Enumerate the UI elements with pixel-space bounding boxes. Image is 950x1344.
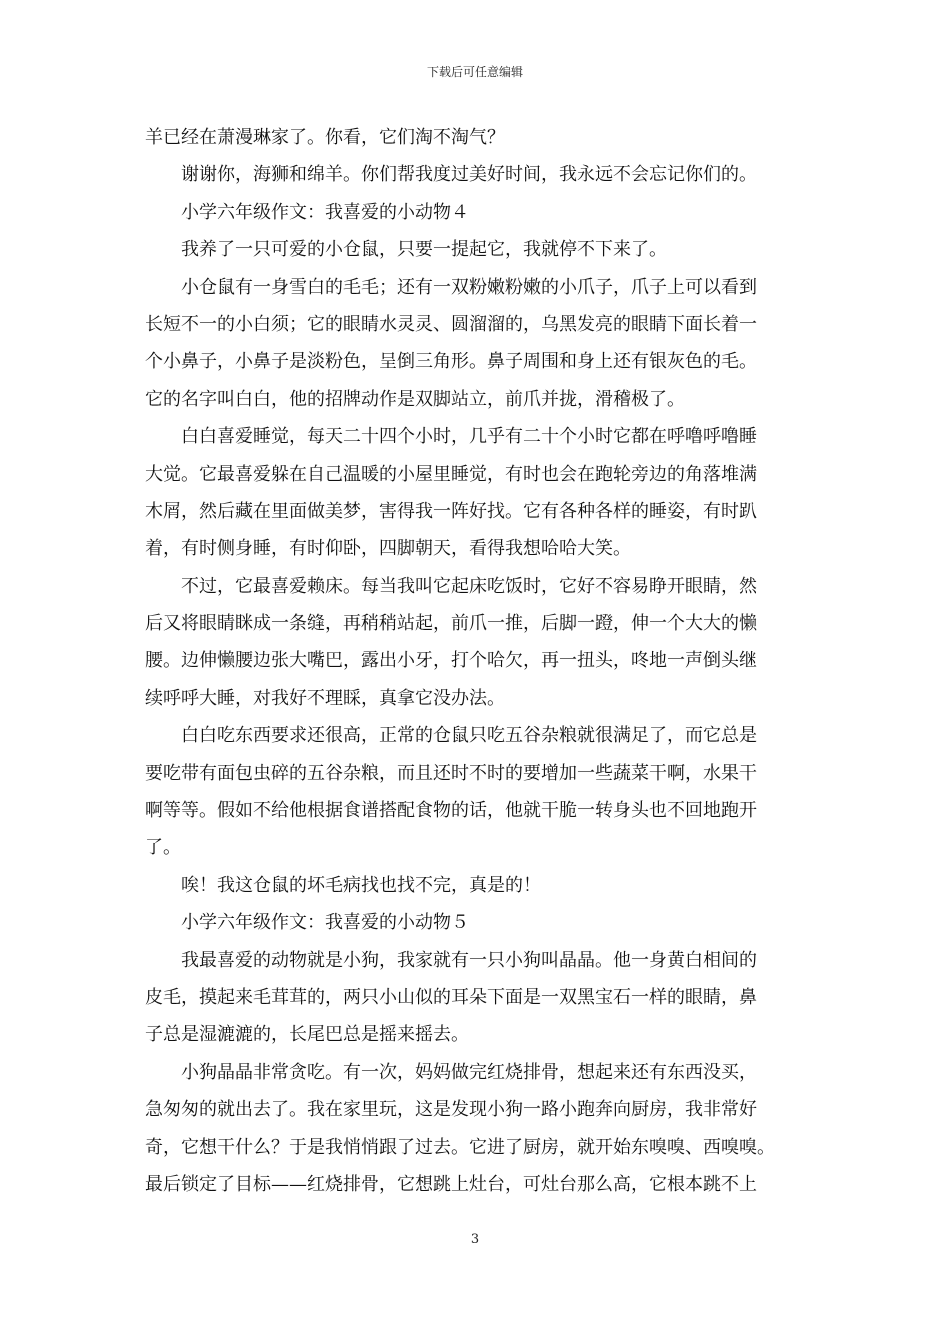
text-line: 木屑，然后藏在里面做美梦，害得我一阵好找。它有各种各样的睡姿，有时趴: [145, 500, 757, 522]
text-line: 奇，它想干什么？于是我悄悄跟了过去。它进了厨房，就开始东嗅嗅、西嗅嗅。: [145, 1136, 775, 1158]
text-line: 小狗晶晶非常贪吃。有一次，妈妈做完红烧排骨，想起来还有东西没买，: [181, 1061, 757, 1083]
text-line: 了。: [145, 837, 181, 859]
text-line: 我养了一只可爱的小仓鼠，只要一提起它，我就停不下来了。: [181, 239, 667, 261]
page-number: 3: [470, 1232, 480, 1247]
text-line: 个小鼻子，小鼻子是淡粉色，呈倒三角形。鼻子周围和身上还有银灰色的毛。: [145, 351, 757, 373]
text-line: 小仓鼠有一身雪白的毛毛；还有一双粉嫩粉嫩的小爪子，爪子上可以看到: [181, 276, 757, 298]
text-line: 后又将眼睛眯成一条缝，再稍稍站起，前爪一推，后脚一蹬，伸一个大大的懒: [145, 613, 757, 635]
text-line: 长短不一的小白须；它的眼睛水灵灵、圆溜溜的，乌黑发亮的眼睛下面长着一: [145, 313, 757, 335]
page-header: 下载后可任意编辑: [426, 65, 523, 79]
text-line: 白白喜爱睡觉，每天二十四个小时，几乎有二十个小时它都在呼噜呼噜睡: [181, 426, 757, 448]
text-line: 唉！我这仓鼠的坏毛病找也找不完，真是的！: [181, 874, 541, 896]
text-line: 白白吃东西要求还很高，正常的仓鼠只吃五谷杂粮就很满足了，而它总是: [181, 725, 757, 747]
text-line: 不过，它最喜爱赖床。每当我叫它起床吃饭时，它好不容易睁开眼睛，然: [181, 575, 757, 597]
section-heading: 小学六年级作文：我喜爱的小动物４: [181, 201, 469, 223]
section-heading: 小学六年级作文：我喜爱的小动物５: [181, 912, 469, 934]
text-line: 我最喜爱的动物就是小狗，我家就有一只小狗叫晶晶。他一身黄白相间的: [181, 949, 757, 971]
text-line: 续呼呼大睡，对我好不理睬，真拿它没办法。: [145, 687, 505, 709]
document-body: [145, 119, 807, 1203]
text-line: 啊等等。假如不给他根据食谱搭配食物的话，他就干脆一转身头也不回地跑开: [145, 800, 757, 822]
text-line: 着，有时侧身睡，有时仰卧，四脚朝天，看得我想哈哈大笑。: [145, 538, 631, 560]
text-line: 大觉。它最喜爱躲在自己温暖的小屋里睡觉，有时也会在跑轮旁边的角落堆满: [145, 463, 757, 485]
text-line: 皮毛，摸起来毛茸茸的，两只小山似的耳朵下面是一双黑宝石一样的眼睛，鼻: [145, 986, 757, 1008]
text-line: 羊已经在萧漫琳家了。你看，它们淘不淘气？: [145, 127, 505, 148]
text-line: 腰。边伸懒腰边张大嘴巴，露出小牙，打个哈欠，再一扭头，咚地一声倒头继: [145, 650, 757, 672]
text-line: 它的名字叫白白，他的招牌动作是双脚站立，前爪并拢，滑稽极了。: [145, 388, 685, 410]
text-line: 子总是湿漉漉的，长尾巴总是摇来摇去。: [145, 1024, 469, 1046]
text-line: 谢谢你，海狮和绵羊。你们帮我度过美好时间，我永远不会忘记你们的。: [181, 164, 757, 186]
text-line: 要吃带有面包虫碎的五谷杂粮，而且还时不时的要增加一些蔬菜干啊，水果干: [145, 762, 757, 784]
text-line: 最后锁定了目标——红烧排骨，它想跳上灶台，可灶台那么高，它根本跳不上: [145, 1173, 757, 1195]
text-line: 急匆匆的就出去了。我在家里玩，这是发现小狗一路小跑奔向厨房，我非常好: [145, 1099, 757, 1121]
